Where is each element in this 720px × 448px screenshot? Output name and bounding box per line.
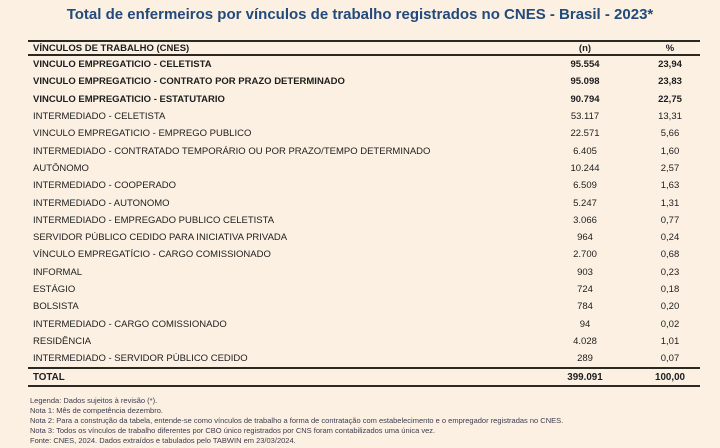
header-vinculos-label: VÍNCULOS DE TRABALHO (CNES) (33, 42, 190, 54)
header-pct-label: % (665, 42, 675, 54)
row-label: INTERMEDIADO - SERVIDOR PÚBLICO CEDIDO (33, 353, 248, 365)
row-pct-value: 1,63 (660, 180, 680, 192)
page-title: Total de enfermeiros por vínculos de trabalho registrados no CNES - Brasil - 2023* (66, 6, 654, 23)
row-n-value: 10.244 (570, 162, 600, 174)
row-n-value: 289 (577, 353, 593, 365)
row-label: INTERMEDIADO - COOPERADO (33, 180, 177, 192)
row-n-value: 4.028 (573, 335, 597, 347)
row-n-value: 6.405 (573, 145, 597, 157)
table-row (28, 212, 700, 229)
row-pct-value: 0,02 (660, 318, 680, 330)
row-label: RESIDÊNCIA (33, 335, 92, 347)
row-n-value: 90.794 (570, 93, 600, 105)
table-row (28, 194, 700, 211)
row-label: INTERMEDIADO - CELETISTA (33, 111, 166, 123)
row-pct-value: 5,66 (660, 128, 680, 140)
row-n-value: 6.509 (573, 180, 597, 192)
row-label: VÍNCULO EMPREGATÍCIO - CARGO COMISSIONADO (33, 249, 271, 261)
row-pct-value: 0,23 (660, 266, 680, 278)
row-n-value: 5.247 (573, 197, 597, 209)
note3-line: Nota 3: Todos os vínculos de trabalho diferentes por CBO único registrados por CNS foram contabilizados uma única vez. (30, 426, 436, 435)
row-pct-value: 23,94 (658, 59, 682, 71)
total-pct-value: 100,00 (655, 371, 685, 383)
row-pct-value: 1,60 (660, 145, 680, 157)
row-label: VINCULO EMPREGATICIO - ESTATUTARIO (33, 93, 225, 105)
row-n-value: 22.571 (570, 128, 600, 140)
row-label: VINCULO EMPREGATICIO - CONTRATO POR PRAZO DETERMINADO (33, 76, 345, 88)
table-row (28, 298, 700, 315)
row-label: INTERMEDIADO - AUTONOMO (33, 197, 170, 209)
row-label: BOLSISTA (33, 301, 79, 313)
row-pct-value: 13,31 (658, 111, 682, 123)
header-n-label: (n) (578, 42, 592, 54)
row-pct-value: 0,77 (660, 214, 680, 226)
table-header-row (28, 40, 700, 56)
table-row (28, 73, 700, 90)
row-n-value: 94 (579, 318, 591, 330)
footer-notes (30, 396, 700, 446)
table-row (28, 333, 700, 350)
row-label: SERVIDOR PÚBLICO CEDIDO PARA INICIATIVA PRIVADA (33, 232, 288, 244)
table-row (28, 315, 700, 332)
row-n-value: 95.098 (570, 76, 600, 88)
row-n-value: 3.066 (573, 214, 597, 226)
fonte-line: Fonte: CNES, 2024. Dados extraídos e tabulados pelo TABWIN em 23/03/2024. (30, 436, 296, 445)
row-n-value: 964 (577, 232, 593, 244)
row-pct-value: 23,83 (658, 76, 682, 88)
row-pct-value: 0,24 (660, 232, 680, 244)
table-row (28, 264, 700, 281)
table-row (28, 56, 700, 73)
row-n-value: 95.554 (570, 59, 600, 71)
row-label: AUTÔNOMO (33, 162, 89, 174)
row-pct-value: 0,68 (660, 249, 680, 261)
total-label: TOTAL (33, 371, 65, 383)
row-n-value: 724 (577, 284, 593, 295)
table-total-row (28, 367, 700, 387)
table-row (28, 125, 700, 142)
row-pct-value: 0,18 (660, 284, 680, 295)
row-n-value: 903 (577, 266, 593, 278)
row-n-value: 2.700 (573, 249, 597, 261)
row-label: INFORMAL (33, 266, 83, 278)
note1-line: Nota 1: Mês de competência dezembro. (30, 406, 163, 415)
row-n-value: 53.117 (570, 111, 600, 123)
row-label: ESTÁGIO (33, 284, 76, 295)
row-pct-value: 22,75 (658, 93, 682, 105)
table-row (28, 246, 700, 263)
row-label: VINCULO EMPREGATICIO - EMPREGO PUBLICO (33, 128, 252, 140)
row-pct-value: 1,01 (660, 335, 680, 347)
table-row (28, 142, 700, 159)
row-label: INTERMEDIADO - CONTRATADO TEMPORÁRIO OU POR PRAZO/TEMPO DETERMINADO (33, 145, 431, 157)
total-n-value: 399.091 (567, 371, 603, 383)
row-pct-value: 0,20 (660, 301, 680, 313)
note2-line: Nota 2: Para a construção da tabela, entende-se como vínculos de trabalho a forma de contratação com estabelecimento e o empregador registradas no CNES. (30, 416, 564, 425)
table-row (28, 91, 700, 108)
row-pct-value: 1,31 (660, 197, 680, 209)
row-label: INTERMEDIADO - EMPREGADO PUBLICO CELETISTA (33, 214, 275, 226)
table-row (28, 108, 700, 125)
row-pct-value: 2,57 (660, 162, 680, 174)
table-row (28, 350, 700, 367)
table-row (28, 160, 700, 177)
legend-line: Legenda: Dados sujeitos à revisão (*). (30, 396, 158, 405)
row-n-value: 784 (577, 301, 593, 313)
table-row (28, 229, 700, 246)
row-label: INTERMEDIADO - CARGO COMISSIONADO (33, 318, 227, 330)
table-row (28, 281, 700, 298)
vinculos-table (28, 40, 700, 387)
row-label: VINCULO EMPREGATICIO - CELETISTA (33, 59, 212, 71)
row-pct-value: 0,07 (660, 353, 680, 365)
table-row (28, 177, 700, 194)
